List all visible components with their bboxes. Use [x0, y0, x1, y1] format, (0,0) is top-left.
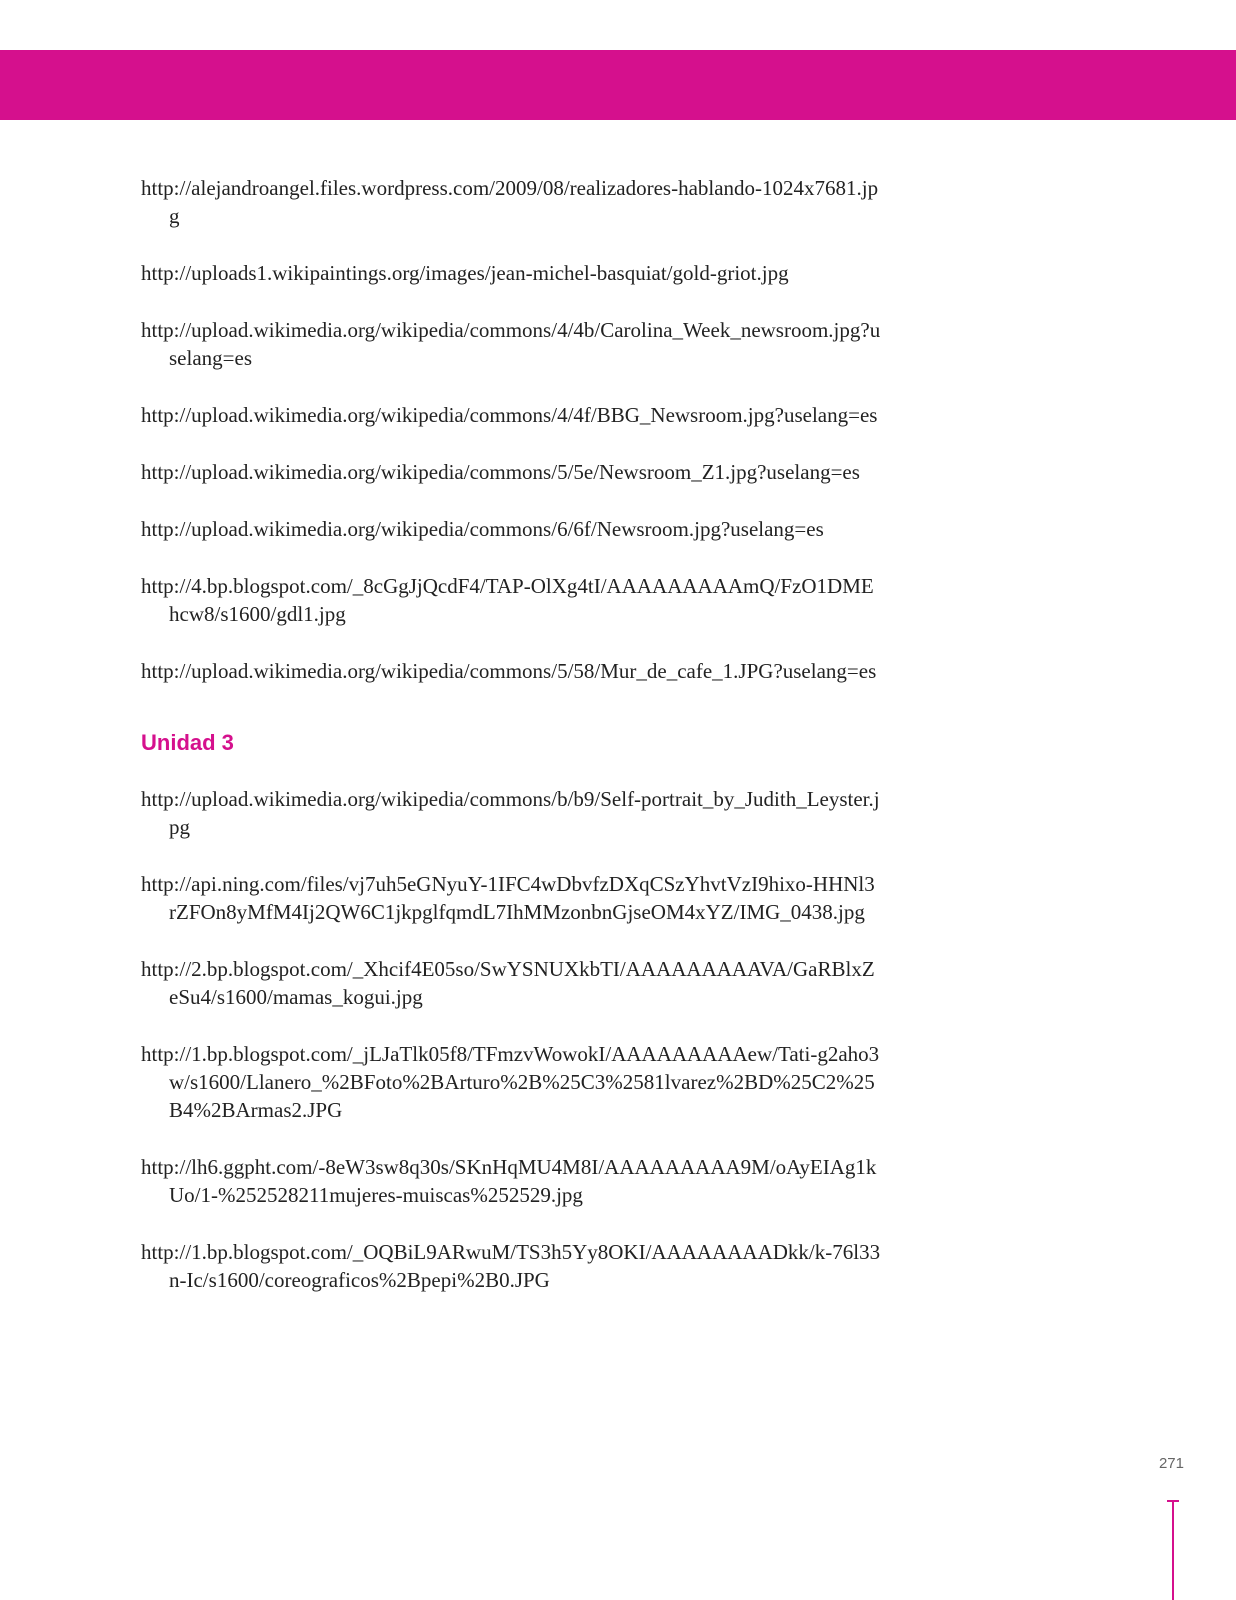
reference-url: http://api.ning.com/files/vj7uh5eGNyuY-1IFC4wDbvfzDXqCSzYhvtVzI9hixo-HHNl3rZFOn8yMfM4Ij2QW6C1jkpglfqmdL7IhMMzonbnGjseOM4xYZ/IMG_0438.jpg: [141, 872, 875, 924]
reference-url: http://upload.wikimedia.org/wikipedia/commons/4/4f/BBG_Newsroom.jpg?uselang=es: [141, 403, 878, 427]
reference-url: http://2.bp.blogspot.com/_Xhcif4E05so/SwYSNUXkbTI/AAAAAAAAAVA/GaRBlxZeSu4/s1600/mamas_kogui.jpg: [141, 957, 875, 1009]
reference-url: http://alejandroangel.files.wordpress.com/2009/08/realizadores-hablando-1024x7681.jpg: [141, 176, 879, 228]
reference-url: http://1.bp.blogspot.com/_OQBiL9ARwuM/TS3h5Yy8OKI/AAAAAAAADkk/k-76l33n-Ic/s1600/coreograficos%2Bpepi%2B0.JPG: [141, 1240, 881, 1292]
references-unidad-2: [141, 174, 881, 685]
reference-url: http://4.bp.blogspot.com/_8cGgJjQcdF4/TAP-OlXg4tI/AAAAAAAAAmQ/FzO1DMEhcw8/s1600/gdl1.jpg: [141, 574, 874, 626]
reference-url: http://upload.wikimedia.org/wikipedia/commons/5/5e/Newsroom_Z1.jpg?uselang=es: [141, 460, 860, 484]
reference-url: http://1.bp.blogspot.com/_jLJaTlk05f8/TFmzvWowokI/AAAAAAAAAew/Tati-g2aho3w/s1600/Llanero_%2BFoto%2BArturo%2B%25C3%2581lvarez%2BD%25C2%25B4%2BArmas2.JPG: [141, 1042, 880, 1122]
reference-url: http://uploads1.wikipaintings.org/images/jean-michel-basquiat/gold-griot.jpg: [141, 261, 789, 285]
header-band: [0, 50, 1236, 120]
references-unidad-3: [141, 785, 881, 1294]
page-marker-line: [1172, 1500, 1174, 1600]
reference-url: http://upload.wikimedia.org/wikipedia/commons/b/b9/Self-portrait_by_Judith_Leyster.jpg: [141, 787, 880, 839]
section-heading: Unidad 3: [141, 730, 234, 755]
reference-list: [141, 174, 881, 1323]
reference-url: http://upload.wikimedia.org/wikipedia/commons/4/4b/Carolina_Week_newsroom.jpg?uselang=es: [141, 318, 881, 370]
reference-url: http://upload.wikimedia.org/wikipedia/commons/5/58/Mur_de_cafe_1.JPG?uselang=es: [141, 659, 877, 683]
page-number: 271: [1158, 1455, 1184, 1472]
reference-url: http://upload.wikimedia.org/wikipedia/commons/6/6f/Newsroom.jpg?uselang=es: [141, 517, 824, 541]
reference-url: http://lh6.ggpht.com/-8eW3sw8q30s/SKnHqMU4M8I/AAAAAAAAA9M/oAyEIAg1kUo/1-%252528211mujeres-muiscas%252529.jpg: [141, 1155, 877, 1207]
